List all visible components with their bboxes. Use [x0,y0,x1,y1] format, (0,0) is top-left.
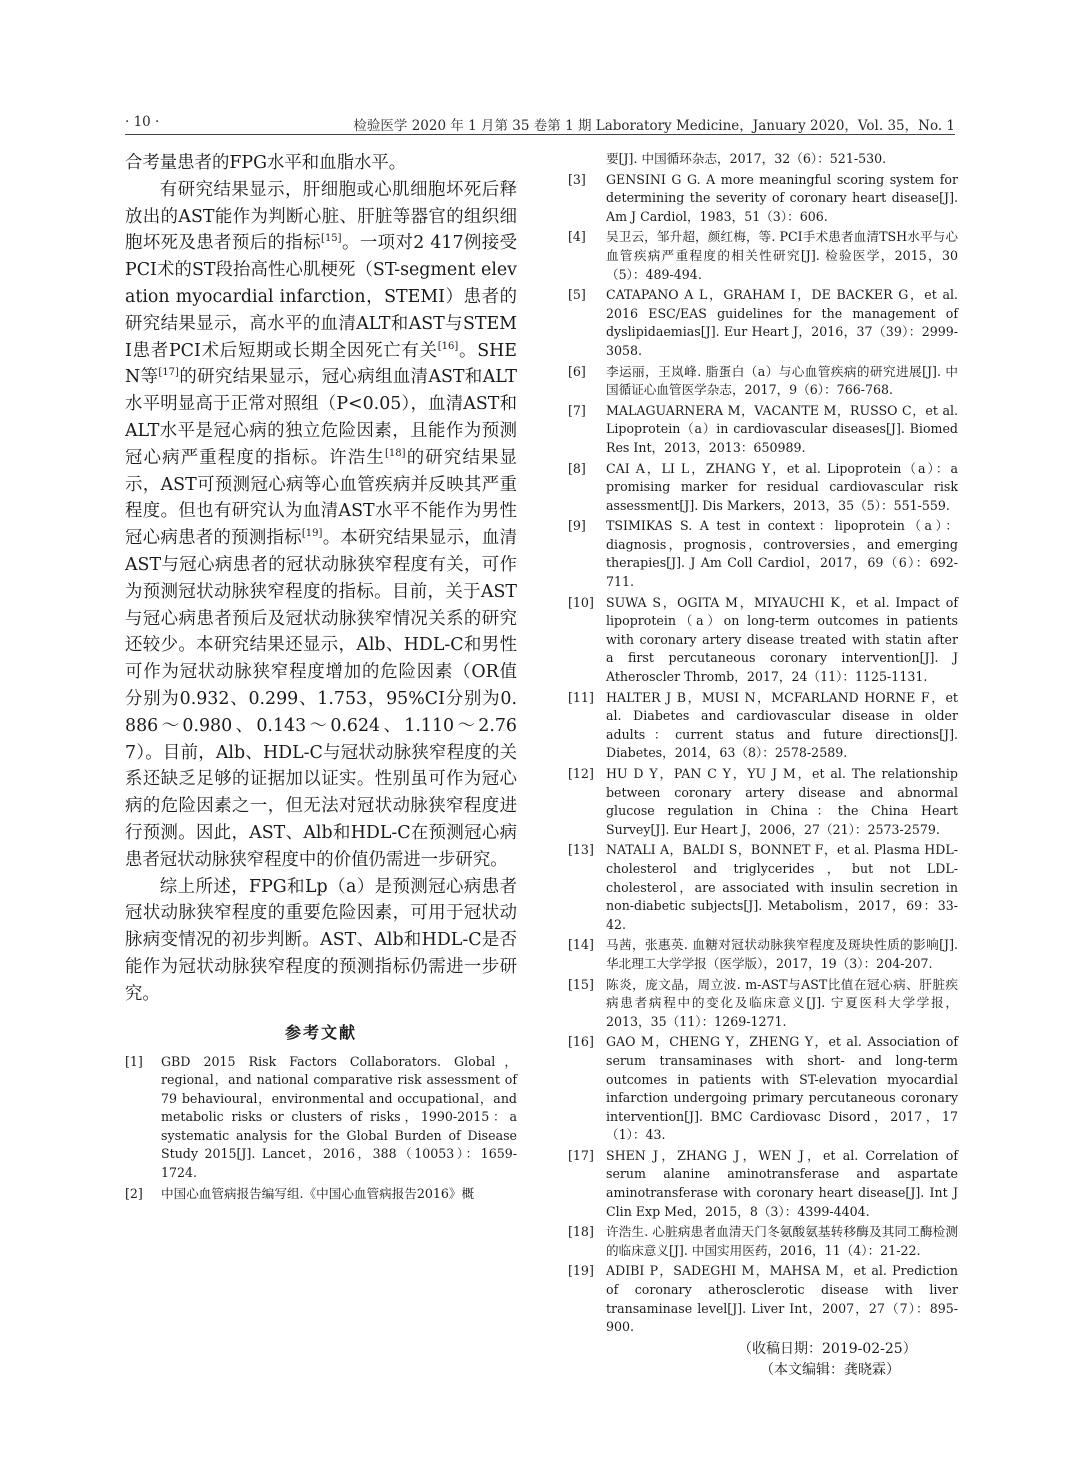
citation: [19] [301,528,323,540]
reference-item [568,765,958,839]
reference-text: 要[J]. 中国循环杂志，2017，32（6）：521-530. [606,151,887,166]
editor-note: （本文编辑：龚晓霖） [760,1361,900,1378]
reference-text: 吴卫云，邹升超，颜红梅，等. PCI手术患者血清TSH水平与心血管疾病严重程度的相关性研究[J]. 检验医学，2015，30（5）：489-494. [606,229,958,282]
reference-item [568,1147,958,1221]
received-date: （收稿日期：2019-02-25） [738,1340,917,1357]
reference-number: [8] [568,460,586,476]
reference-number: [2] [125,1185,143,1201]
reference-text: GENSINI G G. A more meaningful scoring system for determining the severity of coronary heart disease[J]. Am J Cardiol，1983，51（3）：606. [606,171,958,224]
reference-number: [9] [568,518,586,534]
reference-text: GBD 2015 Risk Factors Collaborators. Global，regional，and national comparative risk assessment of 79 behavioural，environmental and occupational，and metabolic risks or clusters of risks，1990-2015：a systematic analysis for the Global Burden of Disease Study 2015[J]. Lancet，2016，388（10053）：1659-1724. [161,1053,517,1181]
reference-number: [19] [568,1263,594,1279]
reference-number: [15] [568,976,594,992]
reference-number: [5] [568,287,586,303]
reference-text: ADIBI P，SADEGHI M，MAHSA M，et al. Prediction of coronary atherosclerotic disease with liver transaminase level[J]. Liver Int，2007，27（7）：895-900. [606,1263,958,1335]
body-paragraph: 合考量患者的FPG水平和血脂水平。 [125,153,407,173]
reference-text: CAI A，LI L，ZHANG Y，et al. Lipoprotein（a）：a promising marker for residual cardiovascular risk assessment[J]. Dis Markers，2013，35（5）：551-559. [606,460,958,513]
reference-number: [10] [568,594,594,610]
journal-info: 检验医学 2020 年 1 月第 35 卷第 1 期 Laboratory Medicine，January 2020，Vol. 35，No. 1 [353,118,955,134]
reference-number: [18] [568,1224,594,1240]
reference-item [568,1033,958,1145]
reference-text: 陈炎，庞文晶，周立波. m-AST与AST比值在冠心病、肝脏疾病患者病程中的变化及临床意义[J]. 宁夏医科大学学报，2013，35（11）：1269-1271. [606,976,958,1029]
citation: [18] [385,447,406,459]
reference-text: SHEN J，ZHANG J，WEN J，et al. Correlation of serum alanine aminotransferase and aspartate aminotransferase with coronary heart disease[J]. Int J Clin Exp Med，2015，8（3）：4399-4404. [606,1147,958,1219]
reference-item [568,228,958,284]
reference-text: NATALI A，BALDI S，BONNET F，et al. Plasma HDL-cholesterol and triglycerides，but not LDL-cholesterol，are associated with insulin secretion in non-diabetic subjects[J]. Metabolism，2017，69：33-42. [606,842,958,932]
reference-item [125,1185,517,1204]
body-paragraph: 有研究结果显示，肝细胞或心肌细胞坏死后释放出的AST能作为判断心脏、肝脏等器官的组织细胞坏死及患者预后的指标[15]。一项对2 417例接受PCI术的ST段抬高性心肌梗死（ST-segment elevation myocardial infarction，STEMI）患者的研究结果显示，高水平的血清ALT和AST与STEMI患者PCI术后短期或长期全因死亡有关[16]。SHEN等[17]的研究结果显示，冠心病组血清AST和ALT水平明显高于正常对照组（P<0.05），血清AST和ALT水平是冠心病的独立危险因素，且能作为预测冠心病严重程度的指标。许浩生[18]的研究结果显示，AST可预测冠心病等心血管疾病并反映其严重程度。但也有研究认为血清AST水平不能作为男性冠心病患者的预测指标[19]。本研究结果显示，血清AST与冠心病患者的冠状动脉狭窄程度有关，可作为预测冠状动脉狭窄程度的指标。目前，关于AST与冠心病患者预后及冠状动脉狭窄情况关系的研究还较少。本研究结果还显示，Alb、HDL-C和男性可作为冠状动脉狭窄程度增加的危险因素（OR值分别为0.932、0.299、1.753，95%CI分别为0.886～0.980、0.143～0.624、1.110～2.767）。目前，Alb、HDL-C与冠状动脉狭窄程度的关系还缺乏足够的证据加以证实。性别虽可作为冠心病的危险因素之一，但无法对冠状动脉狭窄程度进行预测。因此，AST、Alb和HDL-C在预测冠心病患者冠状动脉狭窄程度中的价值仍需进一步研究。 [125,179,517,870]
references-heading: 参考文献 [284,1022,357,1042]
reference-text: HALTER J B，MUSI N，MCFARLAND HORNE F，et al. Diabetes and cardiovascular disease in older adults：current status and future directions[J]. Diabetes，2014，63（8）：2578-2589. [606,689,958,761]
reference-number: [16] [568,1034,594,1050]
page-header [125,112,955,134]
reference-text: SUWA S，OGITA M，MIYAUCHI K，et al. Impact of lipoprotein（a）on long-term outcomes in patients with coronary artery disease treated with statin after a first percutaneous coronary intervention[J]. J Atheroscler Thromb，2017，24（11）：1125-1131. [606,594,958,685]
reference-number: [13] [568,842,594,858]
reference-text: GAO M，CHENG Y，ZHENG Y，et al. Association of serum transaminases with short- and long-term outcomes in patients with ST-elevation myocardial infarction undergoing primary percutaneous coronary intervention[J]. BMC Cardiovasc Disord，2017，17（1）：43. [606,1034,958,1143]
reference-text: 中国心血管病报告编写组.《中国心血管病报告2016》概 [161,1185,475,1201]
reference-number: [14] [568,937,594,953]
citation: [15] [321,233,342,245]
reference-item [568,363,958,400]
reference-item [568,936,958,973]
reference-text: CATAPANO A L，GRAHAM I，DE BACKER G，et al. 2016 ESC/EAS guidelines for the management of dyslipidaemias[J]. Eur Heart J，2016，37（39）：2999-3058. [606,287,958,358]
reference-item [568,517,958,591]
reference-text: 许浩生. 心脏病患者血清天门冬氨酸氨基转移酶及其同工酶检测的临床意义[J]. 中国实用医药，2016，11（4）：21-22. [606,1224,958,1258]
reference-text: 李运丽，王岚峰. 脂蛋白（a）与心血管疾病的研究进展[J]. 中国循证心血管医学杂志，2017，9（6）：766-768. [606,363,958,398]
reference-number: [1] [125,1053,143,1069]
reference-item [568,1223,958,1260]
reference-item [568,171,958,227]
reference-text: TSIMIKAS S. A test in context：lipoprotein（a）：diagnosis，prognosis，controversies，and emerging therapies[J]. J Am Coll Cardiol，2017，69（6）：692-711. [606,518,958,590]
reference-number: [6] [568,363,586,379]
reference-item [568,286,958,360]
reference-item [125,1053,517,1183]
reference-text: HU D Y，PAN C Y，YU J M，et al. The relationship between coronary artery disease and abnormal glucose regulation in China：the China Heart Survey[J]. Eur Heart J，2006，27（21）：2573-2579. [606,766,958,837]
reference-item [568,689,958,763]
page-number: · 10 · [125,114,160,130]
citation: [16] [437,340,459,352]
reference-item [568,1262,958,1336]
reference-number: [12] [568,766,594,781]
citation: [17] [158,367,179,379]
reference-list [568,171,958,1337]
body-paragraph: 综上所述，FPG和Lp（a）是预测冠心病患者冠状动脉狭窄程度的重要危险因素，可用于冠状动脉病变情况的初步判断。AST、Alb和HDL-C是否能作为冠状动脉狭窄程度的预测指标仍需进一步研究。 [125,876,517,1004]
reference-text: 马茜，张惠英. 血糖对冠状动脉狭窄程度及斑块性质的影响[J]. 华北理工大学学报（医学版），2017，19（3）：204-207. [606,937,958,971]
reference-number: [7] [568,402,586,418]
reference-number: [4] [568,229,586,245]
left-column [125,150,517,1205]
reference-number: [17] [568,1147,594,1163]
reference-continuation [568,150,958,169]
reference-item [568,460,958,516]
header-rule [125,134,955,135]
reference-number: [3] [568,171,586,187]
reference-item [568,976,958,1032]
reference-item [568,594,958,687]
reference-number: [11] [568,689,594,705]
reference-item [568,402,958,458]
right-column [568,150,958,1381]
reference-item [568,841,958,934]
reference-text: MALAGUARNERA M，VACANTE M，RUSSO C，et al. Lipoprotein（a）in cardiovascular diseases[J]. Biomed Res Int，2013，2013：650989. [606,402,958,455]
